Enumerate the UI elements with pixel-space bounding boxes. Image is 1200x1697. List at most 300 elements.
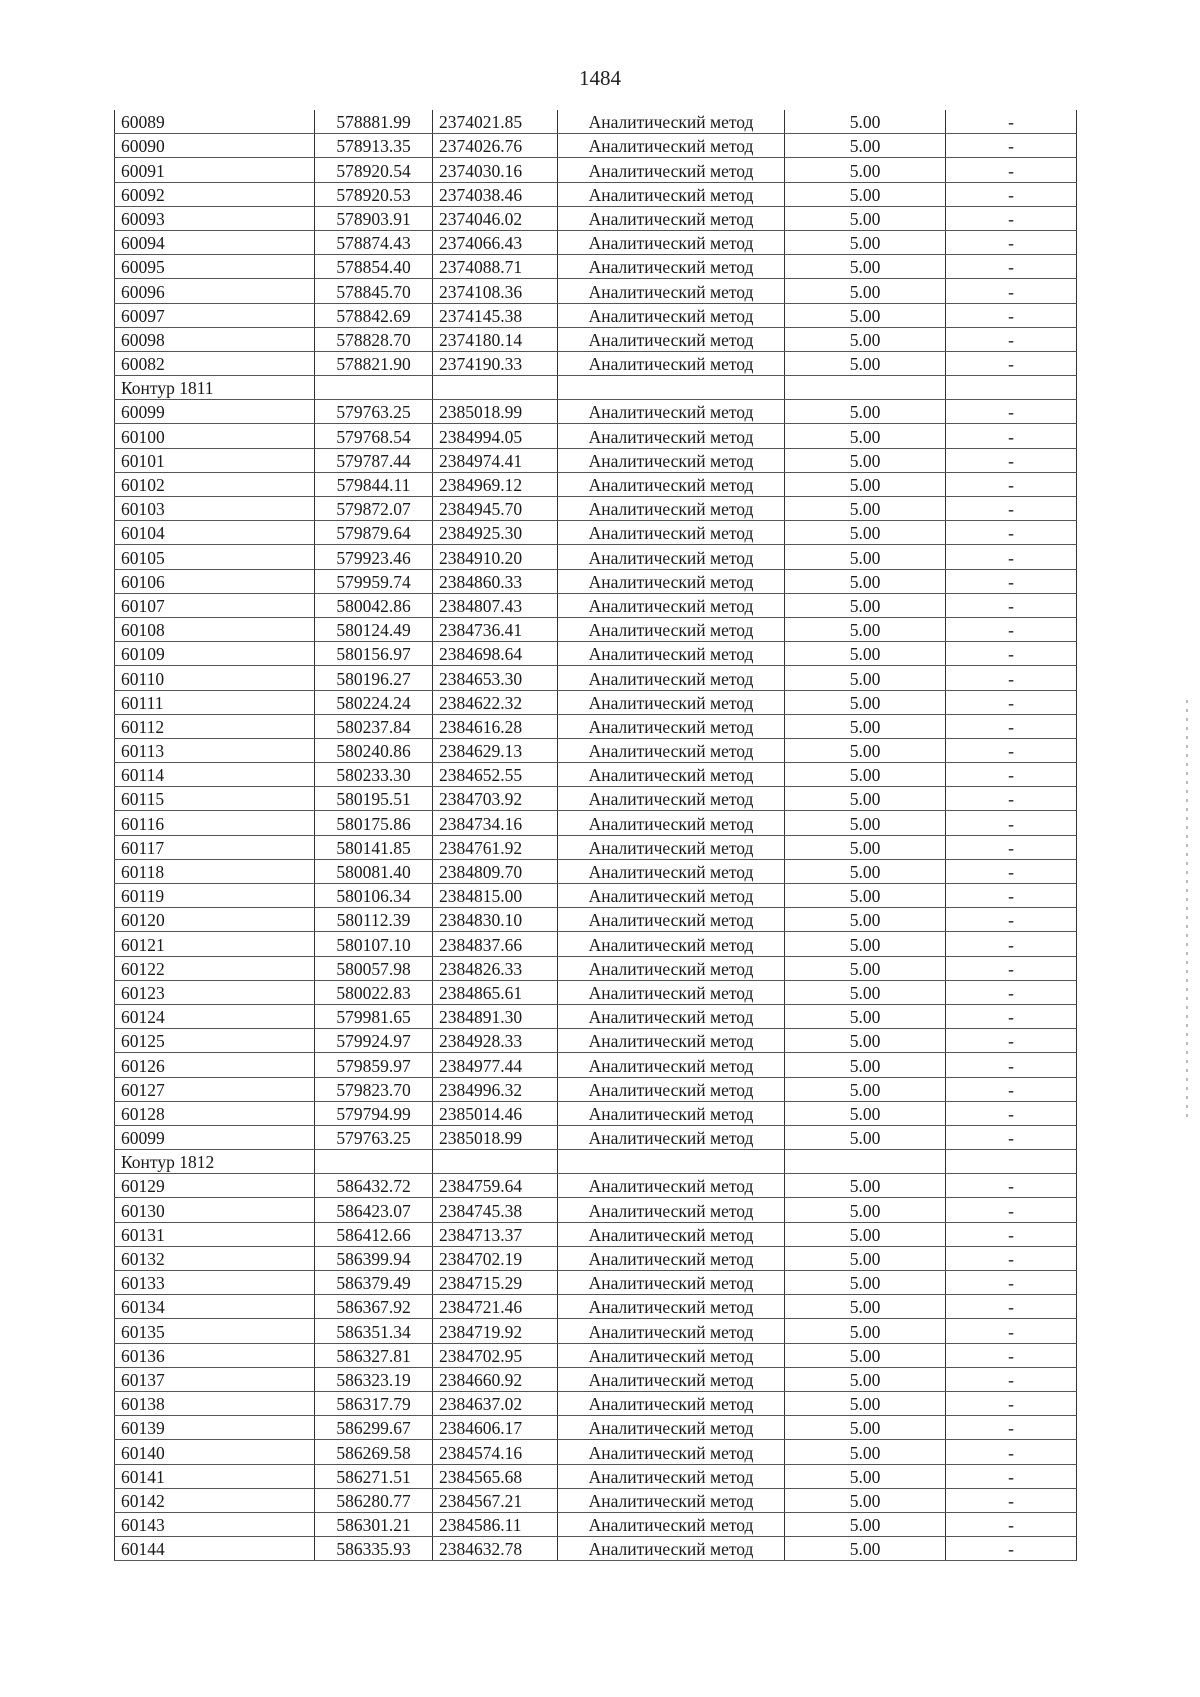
point-id-cell: 60129 xyxy=(115,1174,315,1198)
y-coordinate-cell: 2374046.02 xyxy=(433,206,558,230)
y-coordinate-cell: 2384698.64 xyxy=(433,642,558,666)
note-cell: - xyxy=(946,400,1077,424)
y-coordinate-cell: 2384629.13 xyxy=(433,738,558,762)
method-cell: Аналитический метод xyxy=(558,666,785,690)
x-coordinate-cell: 579844.11 xyxy=(315,472,433,496)
x-coordinate-cell: 579763.25 xyxy=(315,1125,433,1149)
accuracy-cell: 5.00 xyxy=(785,1537,946,1561)
x-coordinate-cell: 579768.54 xyxy=(315,424,433,448)
note-cell: - xyxy=(946,1077,1077,1101)
point-id-cell: 60110 xyxy=(115,666,315,690)
x-coordinate-cell: 586327.81 xyxy=(315,1343,433,1367)
point-id-cell: 60121 xyxy=(115,932,315,956)
table-row xyxy=(115,1101,1077,1125)
table-row xyxy=(115,472,1077,496)
method-cell: Аналитический метод xyxy=(558,1029,785,1053)
table-row xyxy=(115,497,1077,521)
point-id-cell: 60099 xyxy=(115,1125,315,1149)
accuracy-cell: 5.00 xyxy=(785,1271,946,1295)
x-coordinate-cell: 586317.79 xyxy=(315,1391,433,1415)
point-id-cell: 60101 xyxy=(115,448,315,472)
y-coordinate-cell: 2374180.14 xyxy=(433,327,558,351)
point-id-cell: 60104 xyxy=(115,521,315,545)
note-cell: - xyxy=(946,1440,1077,1464)
accuracy-cell: 5.00 xyxy=(785,497,946,521)
x-coordinate-cell: 579787.44 xyxy=(315,448,433,472)
accuracy-cell: 5.00 xyxy=(785,1029,946,1053)
accuracy-cell: 5.00 xyxy=(785,642,946,666)
table-row xyxy=(115,908,1077,932)
x-coordinate-cell: 586280.77 xyxy=(315,1488,433,1512)
accuracy-cell: 5.00 xyxy=(785,1440,946,1464)
accuracy-cell: 5.00 xyxy=(785,206,946,230)
x-coordinate-cell: 580156.97 xyxy=(315,642,433,666)
point-id-cell: 60103 xyxy=(115,497,315,521)
accuracy-cell: 5.00 xyxy=(785,1198,946,1222)
x-coordinate-cell: 580237.84 xyxy=(315,714,433,738)
empty-cell xyxy=(558,376,785,400)
accuracy-cell: 5.00 xyxy=(785,738,946,762)
method-cell: Аналитический метод xyxy=(558,1367,785,1391)
table-row xyxy=(115,859,1077,883)
x-coordinate-cell: 578913.35 xyxy=(315,134,433,158)
table-row xyxy=(115,182,1077,206)
table-row xyxy=(115,1440,1077,1464)
accuracy-cell: 5.00 xyxy=(785,400,946,424)
method-cell: Аналитический метод xyxy=(558,738,785,762)
method-cell: Аналитический метод xyxy=(558,351,785,375)
note-cell: - xyxy=(946,206,1077,230)
note-cell: - xyxy=(946,1029,1077,1053)
note-cell: - xyxy=(946,763,1077,787)
accuracy-cell: 5.00 xyxy=(785,1222,946,1246)
point-id-cell: 60117 xyxy=(115,835,315,859)
table-row xyxy=(115,448,1077,472)
y-coordinate-cell: 2374108.36 xyxy=(433,279,558,303)
x-coordinate-cell: 579763.25 xyxy=(315,400,433,424)
note-cell: - xyxy=(946,1222,1077,1246)
y-coordinate-cell: 2384969.12 xyxy=(433,472,558,496)
y-coordinate-cell: 2385018.99 xyxy=(433,1125,558,1149)
x-coordinate-cell: 586323.19 xyxy=(315,1367,433,1391)
table-row xyxy=(115,206,1077,230)
note-cell: - xyxy=(946,1367,1077,1391)
table-row xyxy=(115,1053,1077,1077)
x-coordinate-cell: 586379.49 xyxy=(315,1271,433,1295)
y-coordinate-cell: 2384632.78 xyxy=(433,1537,558,1561)
accuracy-cell: 5.00 xyxy=(785,932,946,956)
accuracy-cell: 5.00 xyxy=(785,1004,946,1028)
table-row xyxy=(115,1004,1077,1028)
empty-cell xyxy=(785,376,946,400)
x-coordinate-cell: 580175.86 xyxy=(315,811,433,835)
table-row xyxy=(115,1029,1077,1053)
table-row xyxy=(115,593,1077,617)
point-id-cell: 60138 xyxy=(115,1391,315,1415)
method-cell: Аналитический метод xyxy=(558,1319,785,1343)
point-id-cell: 60130 xyxy=(115,1198,315,1222)
y-coordinate-cell: 2384660.92 xyxy=(433,1367,558,1391)
x-coordinate-cell: 578845.70 xyxy=(315,279,433,303)
note-cell: - xyxy=(946,1488,1077,1512)
method-cell: Аналитический метод xyxy=(558,1512,785,1536)
x-coordinate-cell: 578874.43 xyxy=(315,230,433,254)
note-cell: - xyxy=(946,424,1077,448)
method-cell: Аналитический метод xyxy=(558,1125,785,1149)
x-coordinate-cell: 586351.34 xyxy=(315,1319,433,1343)
note-cell: - xyxy=(946,110,1077,134)
method-cell: Аналитический метод xyxy=(558,1174,785,1198)
note-cell: - xyxy=(946,1319,1077,1343)
y-coordinate-cell: 2384994.05 xyxy=(433,424,558,448)
accuracy-cell: 5.00 xyxy=(785,1246,946,1270)
note-cell: - xyxy=(946,617,1077,641)
x-coordinate-cell: 586399.94 xyxy=(315,1246,433,1270)
x-coordinate-cell: 586423.07 xyxy=(315,1198,433,1222)
method-cell: Аналитический метод xyxy=(558,1416,785,1440)
table-row xyxy=(115,1391,1077,1415)
scan-artifact xyxy=(1186,700,1188,1120)
y-coordinate-cell: 2384996.32 xyxy=(433,1077,558,1101)
table-row xyxy=(115,1125,1077,1149)
x-coordinate-cell: 579959.74 xyxy=(315,569,433,593)
note-cell: - xyxy=(946,1174,1077,1198)
method-cell: Аналитический метод xyxy=(558,859,785,883)
accuracy-cell: 5.00 xyxy=(785,714,946,738)
accuracy-cell: 5.00 xyxy=(785,884,946,908)
accuracy-cell: 5.00 xyxy=(785,521,946,545)
method-cell: Аналитический метод xyxy=(558,400,785,424)
method-cell: Аналитический метод xyxy=(558,182,785,206)
point-id-cell: 60095 xyxy=(115,255,315,279)
method-cell: Аналитический метод xyxy=(558,303,785,327)
method-cell: Аналитический метод xyxy=(558,690,785,714)
note-cell: - xyxy=(946,884,1077,908)
table-row xyxy=(115,1174,1077,1198)
method-cell: Аналитический метод xyxy=(558,230,785,254)
y-coordinate-cell: 2374088.71 xyxy=(433,255,558,279)
x-coordinate-cell: 580042.86 xyxy=(315,593,433,617)
method-cell: Аналитический метод xyxy=(558,1222,785,1246)
table-row xyxy=(115,1246,1077,1270)
x-coordinate-cell: 586271.51 xyxy=(315,1464,433,1488)
point-id-cell: 60100 xyxy=(115,424,315,448)
y-coordinate-cell: 2384977.44 xyxy=(433,1053,558,1077)
note-cell: - xyxy=(946,230,1077,254)
point-id-cell: 60112 xyxy=(115,714,315,738)
x-coordinate-cell: 578828.70 xyxy=(315,327,433,351)
table-row xyxy=(115,932,1077,956)
note-cell: - xyxy=(946,1004,1077,1028)
note-cell: - xyxy=(946,158,1077,182)
note-cell: - xyxy=(946,1101,1077,1125)
table-row xyxy=(115,1537,1077,1561)
empty-cell xyxy=(946,376,1077,400)
accuracy-cell: 5.00 xyxy=(785,1391,946,1415)
point-id-cell: 60124 xyxy=(115,1004,315,1028)
point-id-cell: 60119 xyxy=(115,884,315,908)
point-id-cell: 60089 xyxy=(115,110,315,134)
table-row xyxy=(115,666,1077,690)
method-cell: Аналитический метод xyxy=(558,1198,785,1222)
y-coordinate-cell: 2374030.16 xyxy=(433,158,558,182)
contour-header-row xyxy=(115,1150,1077,1174)
x-coordinate-cell: 580112.39 xyxy=(315,908,433,932)
table-row xyxy=(115,1319,1077,1343)
x-coordinate-cell: 580022.83 xyxy=(315,980,433,1004)
table-row xyxy=(115,642,1077,666)
y-coordinate-cell: 2384826.33 xyxy=(433,956,558,980)
accuracy-cell: 5.00 xyxy=(785,448,946,472)
method-cell: Аналитический метод xyxy=(558,279,785,303)
x-coordinate-cell: 578854.40 xyxy=(315,255,433,279)
note-cell: - xyxy=(946,255,1077,279)
accuracy-cell: 5.00 xyxy=(785,255,946,279)
y-coordinate-cell: 2384761.92 xyxy=(433,835,558,859)
x-coordinate-cell: 586269.58 xyxy=(315,1440,433,1464)
method-cell: Аналитический метод xyxy=(558,835,785,859)
method-cell: Аналитический метод xyxy=(558,980,785,1004)
table-row xyxy=(115,400,1077,424)
method-cell: Аналитический метод xyxy=(558,472,785,496)
note-cell: - xyxy=(946,1295,1077,1319)
point-id-cell: 60125 xyxy=(115,1029,315,1053)
y-coordinate-cell: 2384606.17 xyxy=(433,1416,558,1440)
x-coordinate-cell: 579981.65 xyxy=(315,1004,433,1028)
point-id-cell: 60096 xyxy=(115,279,315,303)
method-cell: Аналитический метод xyxy=(558,956,785,980)
table-row xyxy=(115,303,1077,327)
x-coordinate-cell: 580106.34 xyxy=(315,884,433,908)
method-cell: Аналитический метод xyxy=(558,521,785,545)
x-coordinate-cell: 586412.66 xyxy=(315,1222,433,1246)
note-cell: - xyxy=(946,932,1077,956)
table-row xyxy=(115,521,1077,545)
y-coordinate-cell: 2384860.33 xyxy=(433,569,558,593)
x-coordinate-cell: 586432.72 xyxy=(315,1174,433,1198)
y-coordinate-cell: 2384837.66 xyxy=(433,932,558,956)
accuracy-cell: 5.00 xyxy=(785,666,946,690)
accuracy-cell: 5.00 xyxy=(785,763,946,787)
method-cell: Аналитический метод xyxy=(558,617,785,641)
accuracy-cell: 5.00 xyxy=(785,859,946,883)
accuracy-cell: 5.00 xyxy=(785,1512,946,1536)
note-cell: - xyxy=(946,472,1077,496)
note-cell: - xyxy=(946,980,1077,1004)
x-coordinate-cell: 586301.21 xyxy=(315,1512,433,1536)
x-coordinate-cell: 579879.64 xyxy=(315,521,433,545)
table-row xyxy=(115,158,1077,182)
point-id-cell: 60108 xyxy=(115,617,315,641)
method-cell: Аналитический метод xyxy=(558,1101,785,1125)
point-id-cell: 60097 xyxy=(115,303,315,327)
accuracy-cell: 5.00 xyxy=(785,351,946,375)
table-row xyxy=(115,255,1077,279)
x-coordinate-cell: 580195.51 xyxy=(315,787,433,811)
y-coordinate-cell: 2374190.33 xyxy=(433,351,558,375)
method-cell: Аналитический метод xyxy=(558,110,785,134)
note-cell: - xyxy=(946,593,1077,617)
point-id-cell: 60144 xyxy=(115,1537,315,1561)
table-row xyxy=(115,1367,1077,1391)
empty-cell xyxy=(315,376,433,400)
table-row xyxy=(115,617,1077,641)
method-cell: Аналитический метод xyxy=(558,327,785,351)
point-id-cell: 60140 xyxy=(115,1440,315,1464)
method-cell: Аналитический метод xyxy=(558,255,785,279)
method-cell: Аналитический метод xyxy=(558,1004,785,1028)
x-coordinate-cell: 578920.54 xyxy=(315,158,433,182)
table-row xyxy=(115,714,1077,738)
table-row xyxy=(115,1077,1077,1101)
table-row xyxy=(115,230,1077,254)
point-id-cell: 60092 xyxy=(115,182,315,206)
y-coordinate-cell: 2384653.30 xyxy=(433,666,558,690)
note-cell: - xyxy=(946,1125,1077,1149)
point-id-cell: 60120 xyxy=(115,908,315,932)
point-id-cell: 60139 xyxy=(115,1416,315,1440)
table-row xyxy=(115,884,1077,908)
accuracy-cell: 5.00 xyxy=(785,980,946,1004)
method-cell: Аналитический метод xyxy=(558,424,785,448)
x-coordinate-cell: 580124.49 xyxy=(315,617,433,641)
method-cell: Аналитический метод xyxy=(558,545,785,569)
y-coordinate-cell: 2384616.28 xyxy=(433,714,558,738)
table-row xyxy=(115,980,1077,1004)
method-cell: Аналитический метод xyxy=(558,714,785,738)
x-coordinate-cell: 580107.10 xyxy=(315,932,433,956)
x-coordinate-cell: 580224.24 xyxy=(315,690,433,714)
y-coordinate-cell: 2374145.38 xyxy=(433,303,558,327)
x-coordinate-cell: 586299.67 xyxy=(315,1416,433,1440)
note-cell: - xyxy=(946,956,1077,980)
y-coordinate-cell: 2374066.43 xyxy=(433,230,558,254)
note-cell: - xyxy=(946,787,1077,811)
note-cell: - xyxy=(946,134,1077,158)
x-coordinate-cell: 578903.91 xyxy=(315,206,433,230)
accuracy-cell: 5.00 xyxy=(785,617,946,641)
y-coordinate-cell: 2384734.16 xyxy=(433,811,558,835)
table-row xyxy=(115,956,1077,980)
table-row xyxy=(115,763,1077,787)
empty-cell xyxy=(946,1150,1077,1174)
note-cell: - xyxy=(946,908,1077,932)
method-cell: Аналитический метод xyxy=(558,1053,785,1077)
accuracy-cell: 5.00 xyxy=(785,1101,946,1125)
method-cell: Аналитический метод xyxy=(558,642,785,666)
table-row xyxy=(115,1512,1077,1536)
point-id-cell: 60133 xyxy=(115,1271,315,1295)
accuracy-cell: 5.00 xyxy=(785,787,946,811)
accuracy-cell: 5.00 xyxy=(785,1343,946,1367)
point-id-cell: 60115 xyxy=(115,787,315,811)
method-cell: Аналитический метод xyxy=(558,134,785,158)
note-cell: - xyxy=(946,811,1077,835)
point-id-cell: 60142 xyxy=(115,1488,315,1512)
accuracy-cell: 5.00 xyxy=(785,569,946,593)
point-id-cell: 60123 xyxy=(115,980,315,1004)
empty-cell xyxy=(785,1150,946,1174)
method-cell: Аналитический метод xyxy=(558,497,785,521)
point-id-cell: 60116 xyxy=(115,811,315,835)
y-coordinate-cell: 2384622.32 xyxy=(433,690,558,714)
accuracy-cell: 5.00 xyxy=(785,545,946,569)
x-coordinate-cell: 580081.40 xyxy=(315,859,433,883)
x-coordinate-cell: 578881.99 xyxy=(315,110,433,134)
x-coordinate-cell: 579924.97 xyxy=(315,1029,433,1053)
method-cell: Аналитический метод xyxy=(558,1488,785,1512)
y-coordinate-cell: 2384945.70 xyxy=(433,497,558,521)
note-cell: - xyxy=(946,714,1077,738)
point-id-cell: 60135 xyxy=(115,1319,315,1343)
y-coordinate-cell: 2384565.68 xyxy=(433,1464,558,1488)
note-cell: - xyxy=(946,666,1077,690)
y-coordinate-cell: 2384809.70 xyxy=(433,859,558,883)
table-row xyxy=(115,835,1077,859)
table-row xyxy=(115,134,1077,158)
point-id-cell: 60143 xyxy=(115,1512,315,1536)
accuracy-cell: 5.00 xyxy=(785,279,946,303)
y-coordinate-cell: 2384567.21 xyxy=(433,1488,558,1512)
note-cell: - xyxy=(946,1416,1077,1440)
method-cell: Аналитический метод xyxy=(558,908,785,932)
method-cell: Аналитический метод xyxy=(558,1295,785,1319)
method-cell: Аналитический метод xyxy=(558,763,785,787)
point-id-cell: 60111 xyxy=(115,690,315,714)
accuracy-cell: 5.00 xyxy=(785,472,946,496)
accuracy-cell: 5.00 xyxy=(785,1416,946,1440)
contour-label: Контур 1812 xyxy=(115,1150,315,1174)
empty-cell xyxy=(433,376,558,400)
method-cell: Аналитический метод xyxy=(558,206,785,230)
x-coordinate-cell: 578842.69 xyxy=(315,303,433,327)
note-cell: - xyxy=(946,1198,1077,1222)
empty-cell xyxy=(315,1150,433,1174)
x-coordinate-cell: 579872.07 xyxy=(315,497,433,521)
y-coordinate-cell: 2374038.46 xyxy=(433,182,558,206)
table-row xyxy=(115,110,1077,134)
note-cell: - xyxy=(946,835,1077,859)
page-number: 1484 xyxy=(579,66,621,90)
note-cell: - xyxy=(946,182,1077,206)
y-coordinate-cell: 2384637.02 xyxy=(433,1391,558,1415)
accuracy-cell: 5.00 xyxy=(785,182,946,206)
method-cell: Аналитический метод xyxy=(558,884,785,908)
point-id-cell: 60098 xyxy=(115,327,315,351)
contour-header-row xyxy=(115,376,1077,400)
note-cell: - xyxy=(946,859,1077,883)
y-coordinate-cell: 2384574.16 xyxy=(433,1440,558,1464)
y-coordinate-cell: 2385014.46 xyxy=(433,1101,558,1125)
point-id-cell: 60091 xyxy=(115,158,315,182)
point-id-cell: 60137 xyxy=(115,1367,315,1391)
table-row xyxy=(115,738,1077,762)
point-id-cell: 60114 xyxy=(115,763,315,787)
y-coordinate-cell: 2384586.11 xyxy=(433,1512,558,1536)
x-coordinate-cell: 580240.86 xyxy=(315,738,433,762)
note-cell: - xyxy=(946,1271,1077,1295)
note-cell: - xyxy=(946,545,1077,569)
note-cell: - xyxy=(946,1464,1077,1488)
accuracy-cell: 5.00 xyxy=(785,424,946,448)
method-cell: Аналитический метод xyxy=(558,593,785,617)
empty-cell xyxy=(433,1150,558,1174)
method-cell: Аналитический метод xyxy=(558,1464,785,1488)
point-id-cell: 60127 xyxy=(115,1077,315,1101)
accuracy-cell: 5.00 xyxy=(785,1125,946,1149)
accuracy-cell: 5.00 xyxy=(785,690,946,714)
method-cell: Аналитический метод xyxy=(558,1343,785,1367)
